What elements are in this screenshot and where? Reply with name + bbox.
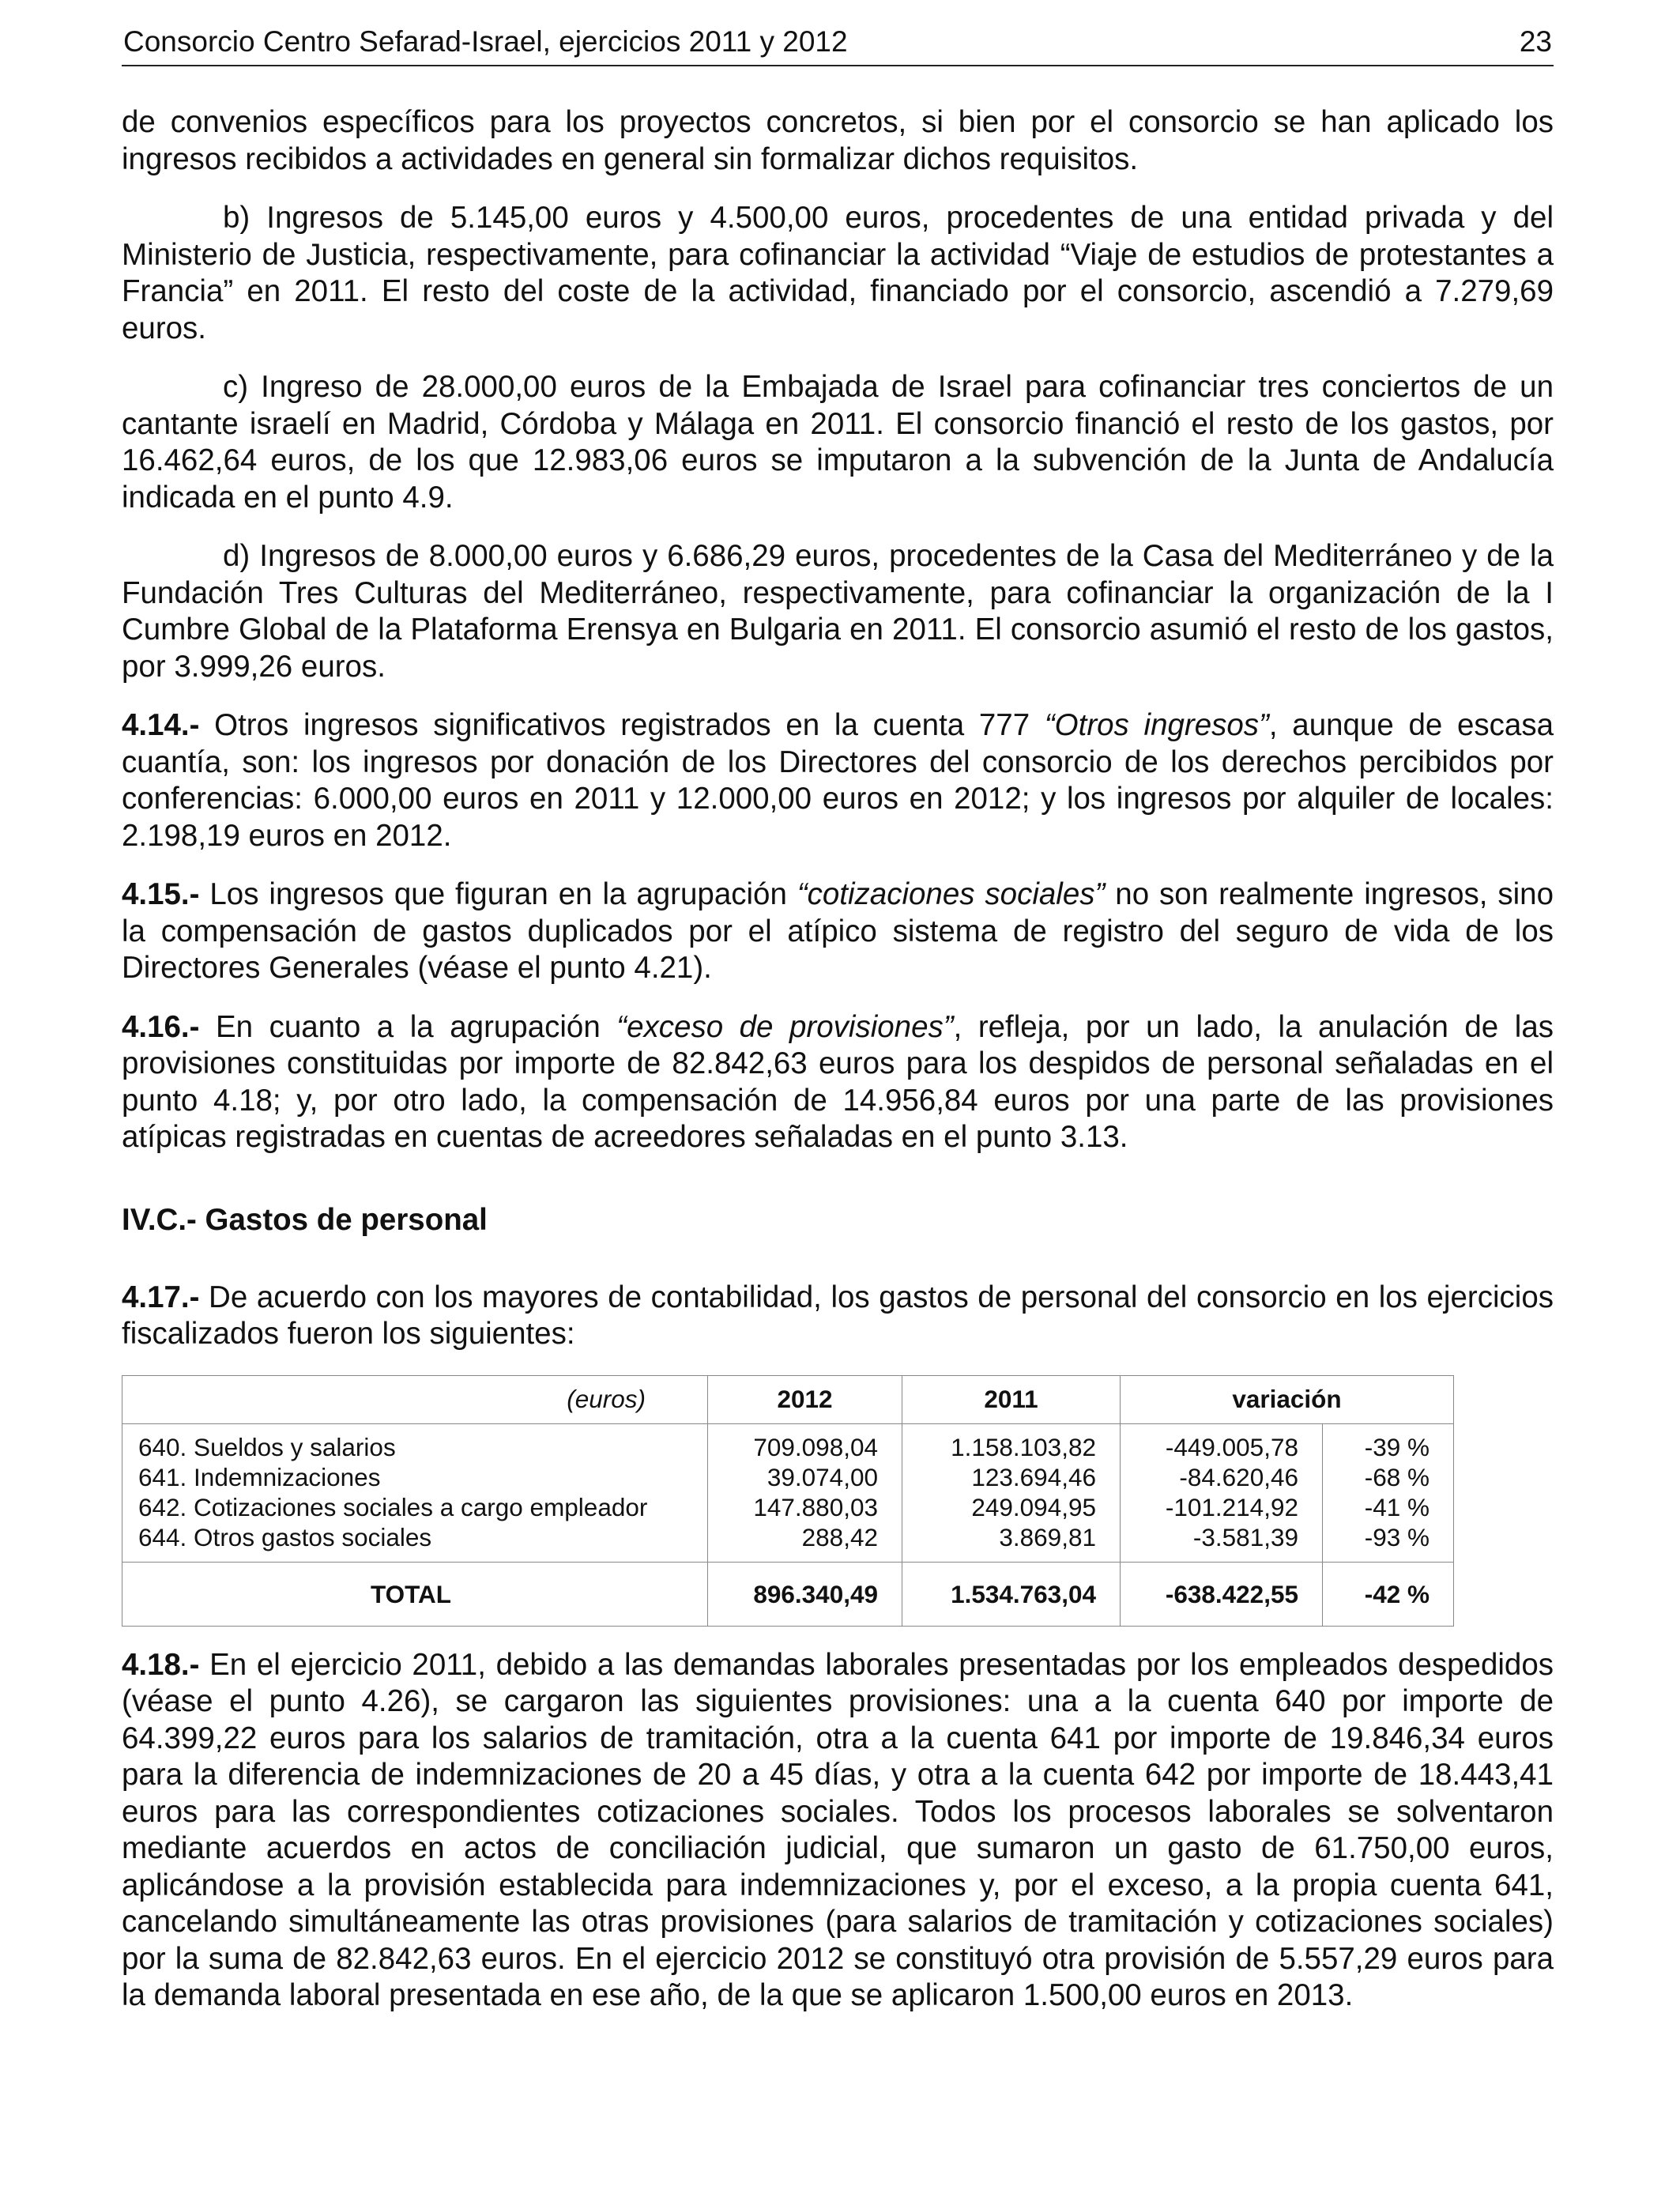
document-title: Consorcio Centro Sefarad-Israel, ejercicios 2011 y 2012 [123,25,848,58]
unit-label: (euros) [122,1375,708,1423]
section-heading: IV.C.- Gastos de personal [122,1202,488,1237]
table-header-row [122,1375,1454,1423]
row-label: 640. Sueldos y salarios [138,1432,396,1461]
column-header-2012: 2012 [708,1375,902,1423]
paragraph-text: De acuerdo con los mayores de contabilidad, los gastos de personal del consorcio en los ejercicios fiscalizados fueron los siguientes: [122,1280,1554,1351]
paragraph-number: 4.15.- [122,877,200,911]
total-variation-percent: -42 % [1323,1562,1454,1626]
values-2011-cell [902,1423,1121,1562]
variation-amount: -3.581,39 [1192,1522,1298,1551]
value-2011: 123.694,46 [971,1462,1096,1491]
paragraph-text: En cuanto a la agrupación [199,1009,617,1044]
paragraph-4-15 [122,876,1554,987]
value-2012: 39.074,00 [767,1462,878,1491]
value-2011: 3.869,81 [999,1522,1096,1551]
paragraph-number: 4.18.- [122,1647,200,1682]
total-2011: 1.534.763,04 [902,1562,1121,1626]
paragraph-item-c: c) Ingreso de 28.000,00 euros de la Embajada de Israel para cofinanciar tres conciertos de un cantante israelí en Madrid, Córdoba y Málaga en 2011. El consorcio financió el resto de los gastos, por 16.462,64 euros, de los que 12.983,06 euros se imputaron a la subvención de la Junta de Andalucía indicada en el punto 4.9. [122,370,1554,515]
paragraph-item-b: b) Ingresos de 5.145,00 euros y 4.500,00 euros, procedentes de una entidad privada y del Ministerio de Justicia, respectivamente, para cofinanciar la actividad “Viaje de estudios de protestantes a Francia” en 2011. El resto del coste de la actividad, financiado por el consorcio, ascendió a 7.279,69 euros. [122,201,1554,345]
paragraph-number: 4.16.- [122,1009,200,1044]
paragraph-text: no son realmente ingresos, sino la compensación de gastos duplicados por el atípico sistema de registro del seguro de vida de los Directores Generales (véase el punto 4.21). [122,877,1554,985]
paragraph-text: Otros ingresos significativos registrados en la cuenta 777 [199,708,1045,742]
column-header-variation: variación [1121,1375,1454,1423]
variation-percent: -93 % [1364,1522,1430,1551]
personnel-expenses-table-wrapper [122,1375,1554,1627]
column-header-2011: 2011 [902,1375,1121,1423]
paragraph-4-14 [122,707,1554,854]
paragraph-text: Los ingresos que figuran en la agrupación [199,877,797,911]
row-label: 644. Otros gastos sociales [138,1522,432,1551]
value-2012: 288,42 [801,1522,878,1551]
total-2012: 896.340,49 [708,1562,902,1626]
value-2011: 249.094,95 [971,1492,1096,1521]
paragraph-text: , aunque de escasa cuantía, son: los ingresos por donación de los Directores del consorcio de los derechos percibidos por conferencias: 6.000,00 euros en 2011 y 12.000,00 euros en 2012; y los ingresos por alquiler de locales: 2.198,19 euros en 2012. [122,708,1554,853]
paragraph-4-17 [122,1280,1554,1353]
variation-percent: -41 % [1364,1492,1430,1521]
variation-amount-cell [1121,1423,1323,1562]
value-2012: 147.880,03 [753,1492,878,1521]
row-label: 641. Indemnizaciones [138,1462,381,1491]
document-body [122,104,1554,2037]
page-header [122,24,1554,66]
row-label: 642. Cotizaciones sociales a cargo empleador [138,1492,648,1521]
paragraph-number: 4.17.- [122,1280,200,1314]
paragraph-continuation: de convenios específicos para los proyectos concretos, si bien por el consorcio se han aplicado los ingresos recibidos a actividades en general sin formalizar dichos requisitos. [122,105,1554,176]
personnel-expenses-table [122,1375,1454,1627]
variation-percent: -39 % [1364,1432,1430,1461]
variation-amount: -84.620,46 [1179,1462,1298,1491]
variation-percent-cell [1323,1423,1454,1562]
paragraph-4-18 [122,1647,1554,2015]
paragraph-emphasis: “exceso de provisiones” [616,1009,954,1044]
table-body-row [122,1423,1454,1562]
page-number: 23 [1519,25,1552,58]
value-2011: 1.158.103,82 [951,1432,1096,1461]
paragraph-emphasis: “cotizaciones sociales” [797,877,1106,911]
paragraph-4-16 [122,1009,1554,1156]
variation-amount: -449.005,78 [1165,1432,1298,1461]
values-2012-cell [708,1423,902,1562]
total-variation-amount: -638.422,55 [1121,1562,1323,1626]
value-2012: 709.098,04 [753,1432,878,1461]
row-labels-cell [122,1423,708,1562]
variation-percent: -68 % [1364,1462,1430,1491]
paragraph-emphasis: “Otros ingresos” [1044,708,1269,742]
total-label: TOTAL [122,1562,708,1626]
table-total-row [122,1562,1454,1626]
paragraph-number: 4.14.- [122,708,200,742]
paragraph-text: , refleja, por un lado, la anulación de las provisiones constituidas por importe de 82.842,63 euros para los despidos de personal señaladas en el punto 4.18; y, por otro lado, la compensación de 14.956,84 euros por una parte de las provisiones atípicas registradas en cuentas de acreedores señaladas en el punto 3.13. [122,1009,1554,1154]
paragraph-item-d: d) Ingresos de 8.000,00 euros y 6.686,29 euros, procedentes de la Casa del Mediterráneo y de la Fundación Tres Culturas del Mediterráneo, respectivamente, para cofinanciar la organización de la I Cumbre Global de la Plataforma Erensya en Bulgaria en 2011. El consorcio asumió el resto de los gastos, por 3.999,26 euros. [122,539,1554,684]
paragraph-text: En el ejercicio 2011, debido a las demandas laborales presentadas por los empleados despedidos (véase el punto 4.26), se cargaron las siguientes provisiones: una a la cuenta 640 por importe de 64.399,22 euros para los salarios de tramitación, otra a la cuenta 641 por importe de 19.846,34 euros para la diferencia de indemnizaciones de 20 a 45 días, y otra a la cuenta 642 por importe de 18.443,41 euros para las correspondientes cotizaciones sociales. Todos los procesos laborales se solventaron mediante acuerdos en actos de conciliación judicial, que sumaron un gasto de 61.750,00 euros, aplicándose a la provisión establecida para indemnizaciones y, por el exceso, a la propia cuenta 641, cancelando simultáneamente las otras provisiones (para salarios de tramitación y cotizaciones sociales) por la suma de 82.842,63 euros. En el ejercicio 2012 se constituyó otra provisión de 5.557,29 euros para la demanda laboral presentada en ese año, de la que se aplicaron 1.500,00 euros en 2013. [122,1647,1554,2012]
variation-amount: -101.214,92 [1165,1492,1298,1521]
